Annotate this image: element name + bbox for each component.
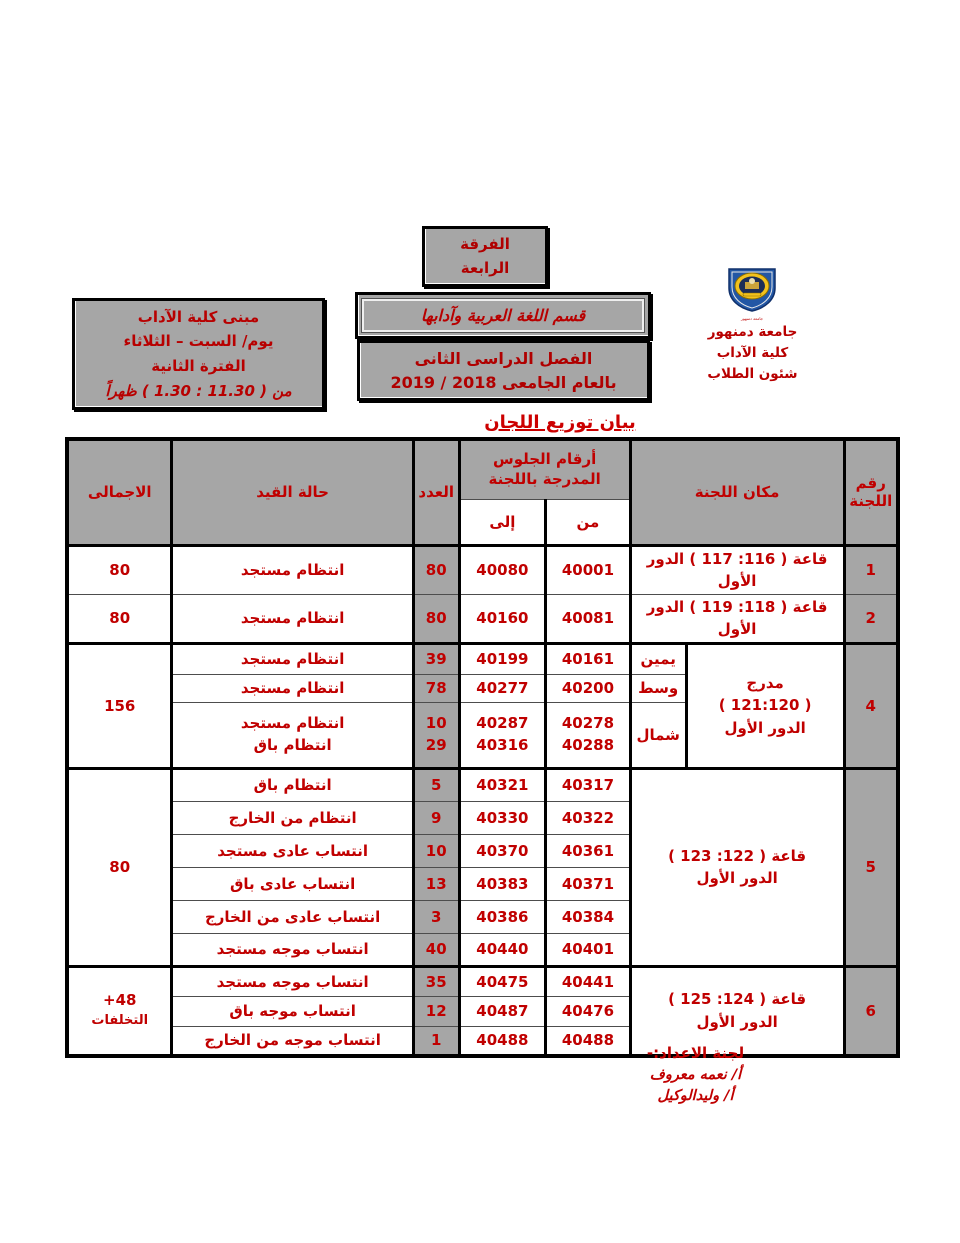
seat-from: 40001 <box>546 545 631 594</box>
status-pair <box>172 702 413 768</box>
seat-to: 40199 <box>459 643 546 674</box>
committee-location: قاعة ( 118: 119 ) الدور الأول <box>630 594 844 643</box>
total: +48 <box>103 991 137 1010</box>
grade-line2: الرابعة <box>460 258 510 277</box>
seat-to-pair <box>459 702 546 768</box>
hall-section: شمال <box>630 702 686 768</box>
location-line2: الدور الأول <box>696 869 778 887</box>
seat-from: 40288 <box>561 735 615 754</box>
location-line1: قاعة ( 124: 125 ) <box>668 990 807 1009</box>
table-header-row <box>67 439 898 499</box>
total: 156 <box>67 643 172 768</box>
status: انتظام مستجد <box>172 674 413 702</box>
status: انتظام باق <box>253 735 332 754</box>
schedule-building: مبنى كلية الآداب <box>137 307 260 326</box>
seat-to: 40440 <box>459 933 546 966</box>
seat-from: 40384 <box>546 900 631 933</box>
hall-section: وسط <box>630 674 686 702</box>
schedule-time: من ( 11.30 : 1.30 ) ظهراً <box>105 381 292 400</box>
committee-no: 6 <box>844 966 898 1056</box>
faculty-name: كلية الآداب <box>716 344 789 361</box>
header-count: العدد <box>413 439 459 545</box>
count: 35 <box>413 966 459 996</box>
status: انتساب موجه من الخارج <box>172 1026 413 1056</box>
status: انتظام مستجد <box>240 713 345 732</box>
seat-from: 40488 <box>546 1026 631 1056</box>
status: انتظام باق <box>172 768 413 801</box>
seat-to: 40316 <box>476 735 529 754</box>
student-affairs: شئون الطلاب <box>707 365 798 382</box>
committee-no: 2 <box>844 594 898 643</box>
seat-to: 40080 <box>459 545 546 594</box>
university-logo-block <box>716 266 788 321</box>
seat-to: 40386 <box>459 900 546 933</box>
total: 80 <box>67 545 172 594</box>
seat-to: 40488 <box>459 1026 546 1056</box>
total: 80 <box>67 768 172 966</box>
seat-from: 40278 <box>561 713 615 732</box>
seat-to: 40487 <box>459 996 546 1026</box>
count: 80 <box>413 594 459 643</box>
committee-location: قاعة ( 116: 117 ) الدور الأول <box>630 545 844 594</box>
schedule-days: يوم/ السبت – الثلاثاء <box>123 332 274 351</box>
seat-from: 40361 <box>546 834 631 867</box>
prep-member-2: أ/ وليدالوكيل <box>657 1088 734 1105</box>
seat-to: 40321 <box>459 768 546 801</box>
count: 10 <box>413 834 459 867</box>
committee-no: 5 <box>844 768 898 966</box>
count: 39 <box>413 643 459 674</box>
committee-distribution-table <box>65 437 900 1058</box>
status: انتساب عادى باق <box>172 867 413 900</box>
seat-from: 40401 <box>546 933 631 966</box>
location-line1: قاعة ( 122: 123 ) <box>668 846 807 865</box>
committee-location <box>630 768 844 966</box>
count-pair <box>413 702 459 768</box>
schedule-box <box>72 298 325 410</box>
preparation-committee-block <box>598 1042 793 1108</box>
status: انتظام مستجد <box>172 545 413 594</box>
seat-from-pair <box>546 702 631 768</box>
department-name: قسم اللغة العربية وآدابها <box>362 299 644 332</box>
header-total: الاجمالى <box>67 439 172 545</box>
committee-2-row <box>67 594 898 643</box>
header-committee-no: رقم اللجنة <box>844 439 898 545</box>
committee-location <box>686 643 844 768</box>
committee-5-row-1 <box>67 768 898 801</box>
prep-committee-title: لجنة الاعداد:- <box>646 1044 745 1062</box>
seat-from: 40322 <box>546 801 631 834</box>
header-status: حالة القيد <box>172 439 413 545</box>
seat-from: 40476 <box>546 996 631 1026</box>
count: 80 <box>413 545 459 594</box>
count: 10 <box>425 713 447 732</box>
prep-member-1: أ/ نعمه معروف <box>649 1066 742 1083</box>
committee-6-row-1 <box>67 966 898 996</box>
total-with-note <box>67 966 172 1056</box>
committee-no: 1 <box>844 545 898 594</box>
seat-to: 40277 <box>459 674 546 702</box>
header-location: مكان اللجنة <box>630 439 844 545</box>
committee-no: 4 <box>844 643 898 768</box>
status: انتساب موجه باق <box>172 996 413 1026</box>
count: 12 <box>413 996 459 1026</box>
status: انتساب عادى مستجد <box>172 834 413 867</box>
count: 5 <box>413 768 459 801</box>
status: انتظام من الخارج <box>172 801 413 834</box>
count: 9 <box>413 801 459 834</box>
status: انتساب موجه مستجد <box>172 966 413 996</box>
page-title: بيان توزيع اللجان <box>484 412 636 433</box>
status: انتظام مستجد <box>172 643 413 674</box>
term-line2: بالعام الجامعى 2018 / 2019 <box>390 372 617 392</box>
total: 80 <box>67 594 172 643</box>
status: انتساب عادى من الخارج <box>172 900 413 933</box>
grade-box <box>422 226 548 287</box>
count: 1 <box>413 1026 459 1056</box>
count: 29 <box>425 735 447 754</box>
seat-from: 40081 <box>546 594 631 643</box>
status: انتساب موجه مستجد <box>172 933 413 966</box>
department-box <box>355 292 651 339</box>
count: 78 <box>413 674 459 702</box>
seat-to: 40475 <box>459 966 546 996</box>
subheader-to: إلى <box>459 499 546 545</box>
seat-from: 40441 <box>546 966 631 996</box>
count: 3 <box>413 900 459 933</box>
header-seat-numbers: أرقام الجلوس المدرجة باللجنة <box>459 439 630 499</box>
seat-to: 40330 <box>459 801 546 834</box>
subheader-from: من <box>546 499 631 545</box>
seat-to: 40383 <box>459 867 546 900</box>
count: 40 <box>413 933 459 966</box>
committee-4-row-right <box>67 643 898 674</box>
emblem-caption: جامعة دمنهور <box>740 316 764 321</box>
seat-from: 40161 <box>546 643 631 674</box>
seat-to: 40287 <box>476 713 529 732</box>
term-box <box>357 340 650 401</box>
location-line3: الدور الأول <box>724 718 806 737</box>
schedule-period: الفترة الثانية <box>151 357 246 375</box>
committee-1-row <box>67 545 898 594</box>
hall-section: يمين <box>630 643 686 674</box>
status: انتظام مستجد <box>172 594 413 643</box>
location-line2: الدور الأول <box>696 1012 778 1031</box>
seat-from: 40200 <box>546 674 631 702</box>
seat-from: 40371 <box>546 867 631 900</box>
seat-from: 40317 <box>546 768 631 801</box>
term-line1: الفصل الدراسى الثانى <box>414 348 593 368</box>
total-note: التخلفات <box>91 1013 149 1029</box>
university-name: جامعة دمنهور <box>707 324 798 340</box>
seat-to: 40160 <box>459 594 546 643</box>
university-emblem-icon <box>725 266 779 312</box>
location-line1: مدرج <box>746 673 784 692</box>
count: 13 <box>413 867 459 900</box>
university-labels <box>700 322 805 385</box>
location-line2: ( 121:120 ) <box>718 696 812 715</box>
grade-line1: الفرقة <box>460 235 510 254</box>
seat-to: 40370 <box>459 834 546 867</box>
